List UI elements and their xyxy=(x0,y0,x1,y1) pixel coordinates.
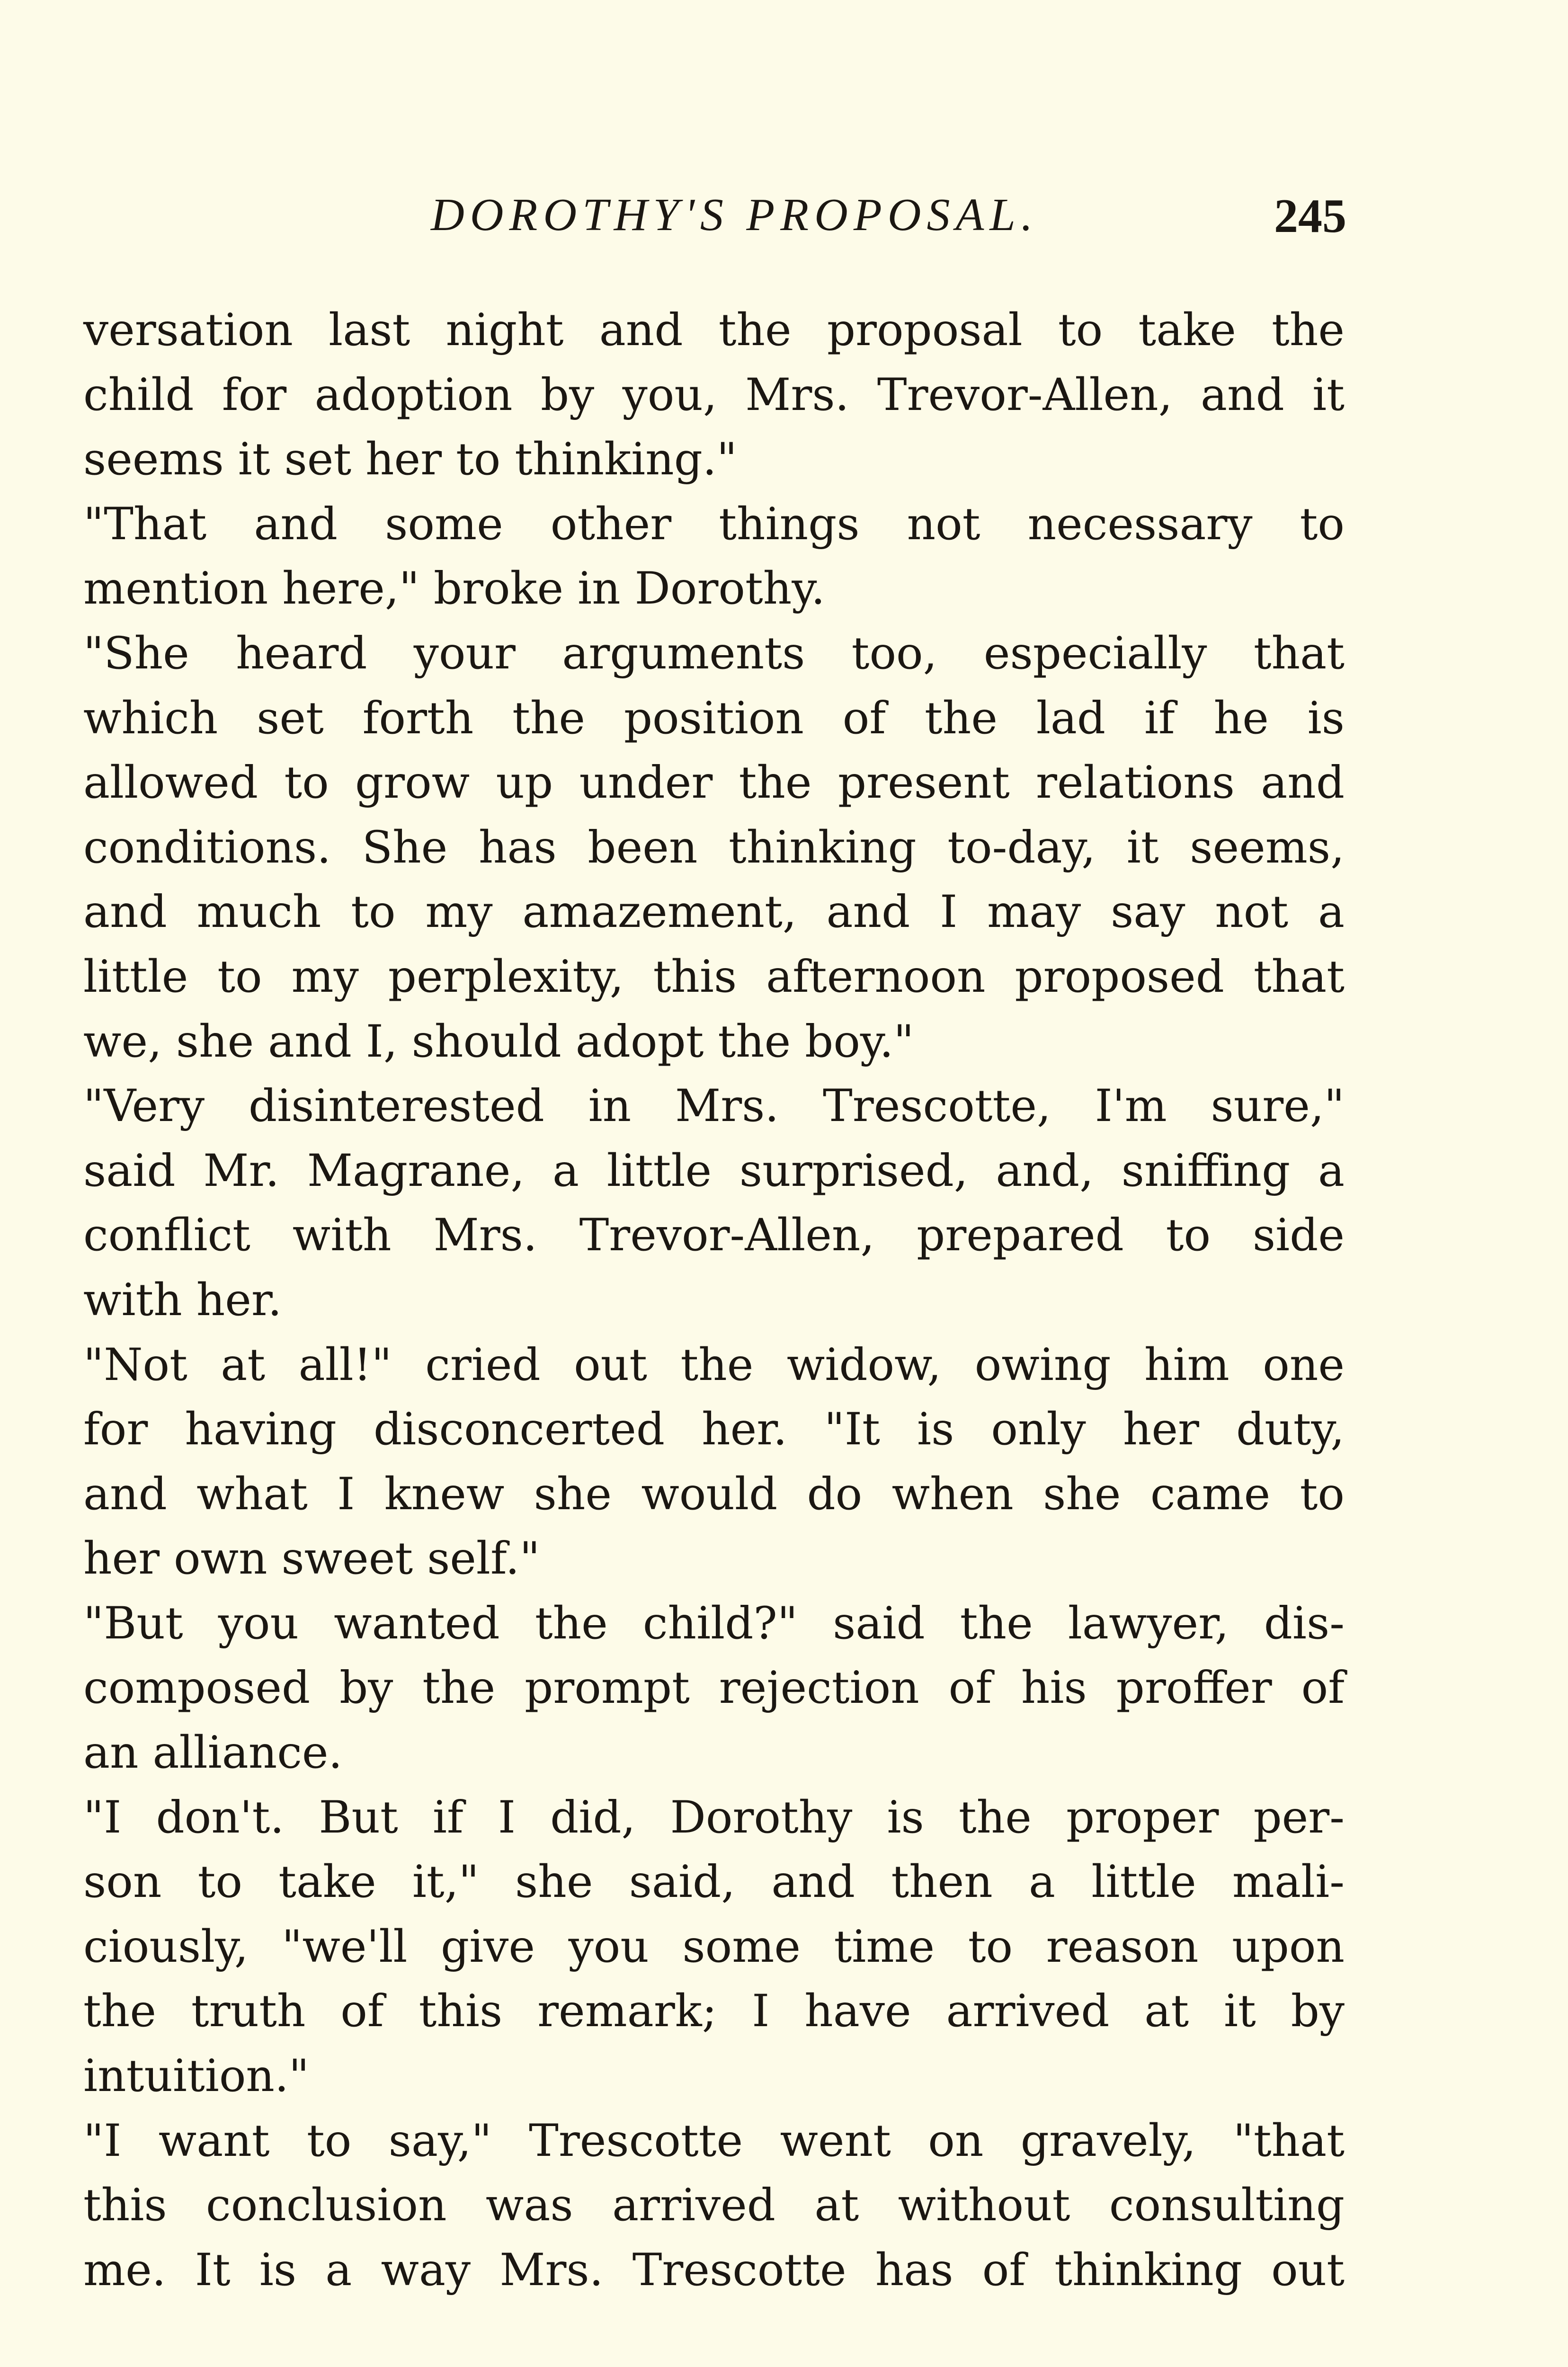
text-line: "That and some other things not necessary to xyxy=(83,498,1345,550)
text-line: with her. xyxy=(83,1274,282,1326)
text-line: intuition." xyxy=(83,2050,310,2102)
text-line: "She heard your arguments too, especially that xyxy=(83,627,1345,679)
text-line: mention here," broke in Dorothy. xyxy=(83,563,825,615)
text-line: and what I knew she would do when she came to xyxy=(83,1468,1345,1520)
text-line: the truth of this remark; I have arrived at it by xyxy=(83,1985,1345,2038)
text-line: son to take it," she said, and then a little mali- xyxy=(83,1856,1345,1908)
text-line: ciously, "we'll give you some time to reason upon xyxy=(83,1921,1345,1973)
text-line: versation last night and the proposal to take the xyxy=(83,304,1345,356)
text-line: "But you wanted the child?" said the lawyer, dis- xyxy=(83,1597,1345,1649)
text-line: little to my perplexity, this afternoon proposed that xyxy=(83,951,1345,1003)
text-line: allowed to grow up under the present relations and xyxy=(83,757,1345,809)
text-line: her own sweet self." xyxy=(83,1533,540,1585)
text-line: we, she and I, should adopt the boy." xyxy=(83,1015,914,1068)
text-line: and much to my amazement, and I may say not a xyxy=(83,886,1345,938)
text-line: child for adoption by you, Mrs. Trevor-Allen, and it xyxy=(83,369,1345,421)
text-line: which set forth the position of the lad if he is xyxy=(83,692,1345,744)
page-text xyxy=(83,298,1345,2303)
text-line: me. It is a way Mrs. Trescotte has of thinking out xyxy=(83,2244,1345,2296)
text-line: "Very disinterested in Mrs. Trescotte, I'm sure," xyxy=(83,1080,1345,1132)
text-line: an alliance. xyxy=(83,1727,343,1779)
text-line: composed by the prompt rejection of his proffer of xyxy=(83,1662,1345,1714)
text-line: "I want to say," Trescotte went on gravely, "that xyxy=(83,2115,1345,2167)
text-line: said Mr. Magrane, a little surprised, and, sniffing a xyxy=(83,1145,1345,1197)
text-line: conflict with Mrs. Trevor-Allen, prepared to side xyxy=(83,1210,1345,1262)
text-line: conditions. She has been thinking to-day, it seems, xyxy=(83,821,1345,873)
text-line: "I don't. But if I did, Dorothy is the proper per- xyxy=(83,1791,1345,1843)
running-title: DOROTHY'S PROPOSAL. xyxy=(431,189,1039,240)
text-line: for having disconcerted her. "It is only her duty, xyxy=(83,1404,1345,1456)
text-line: seems it set her to thinking." xyxy=(83,434,737,486)
text-line: "Not at all!" cried out the widow, owing him one xyxy=(83,1339,1345,1391)
page-number: 245 xyxy=(1274,189,1346,243)
text-line: this conclusion was arrived at without consulting xyxy=(83,2180,1345,2232)
